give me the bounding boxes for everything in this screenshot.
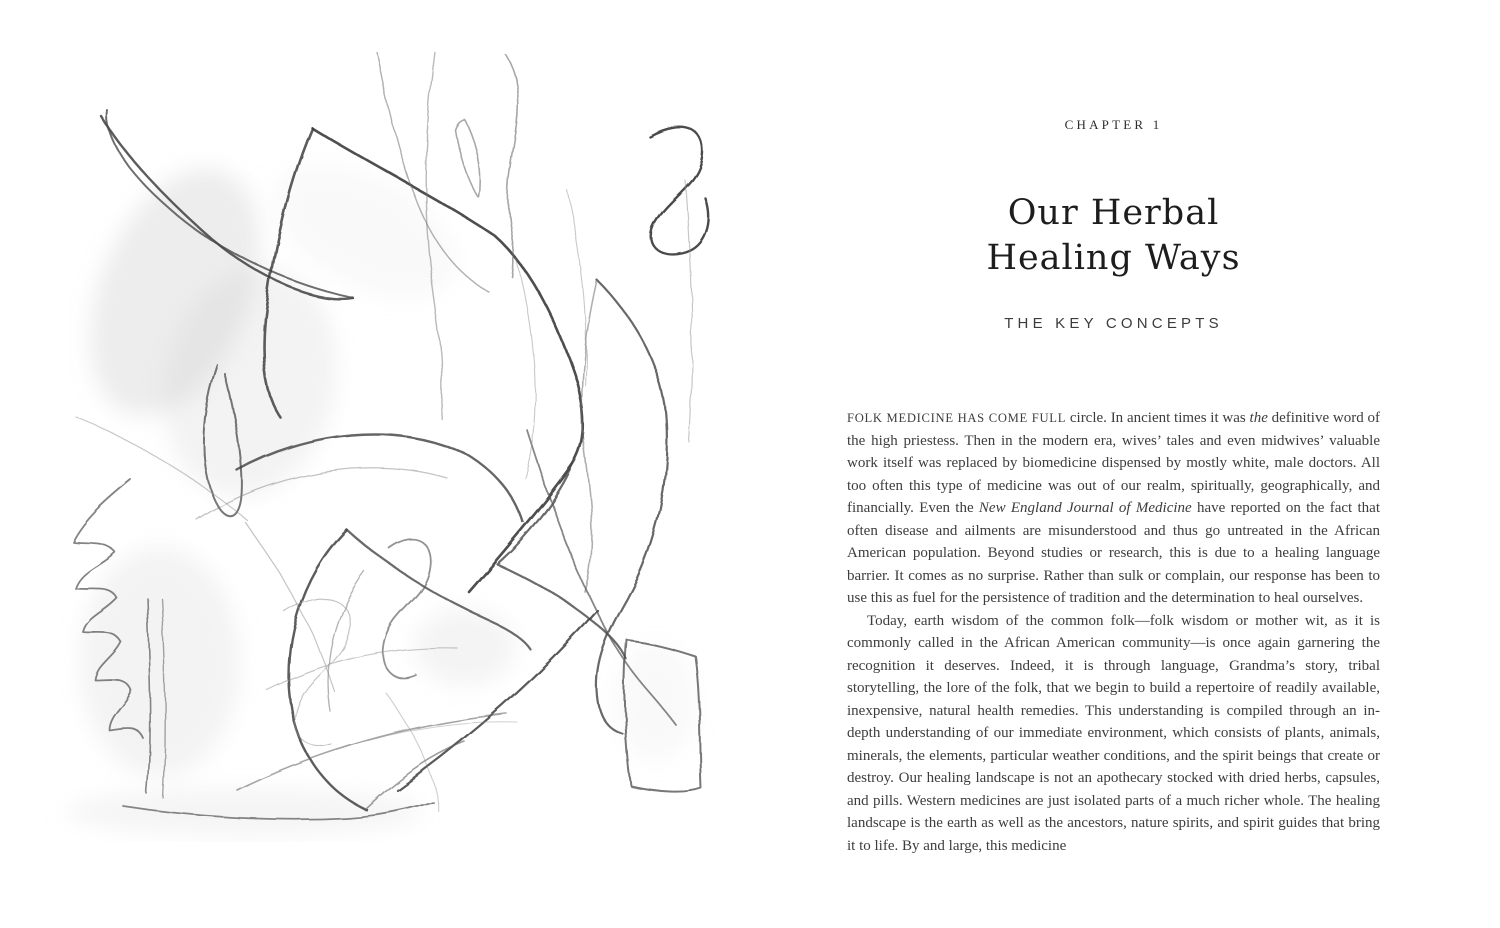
botanical-ink-illustration-svg	[35, 52, 725, 842]
text-segment-normal: definitive word of the high priestess. Then in the modern era, wives’ tales and even midwives’ valuable work itself was replaced by biomedicine dispensed by mostly white, male doctors. All too often this type of medicine was out of our realm, spiritually, geographically, and financially. Even the	[847, 410, 1380, 516]
botanical-ink-illustration	[35, 52, 725, 842]
chapter-label: CHAPTER 1	[1064, 117, 1163, 132]
text-segment-smallcaps: FOLK MEDICINE HAS COME FULL	[847, 411, 1067, 425]
paragraph	[847, 407, 1380, 610]
chapter-title-line-1: Our Herbal	[1007, 193, 1220, 233]
paragraph	[847, 610, 1380, 858]
text-segment-normal: Today, earth wisdom of the common folk—folk wisdom or mother wit, as it is commonly called in the African American community—is once again garnering the recognition it deserves. Indeed, it is through language, Grandma’s story, tribal storytelling, the lore of the folk, that we begin to build a repertoire of readily available, inexpensive, natural health remedies. This understanding is compiled through an in-depth understanding of our immediate environment, which consists of plants, animals, minerals, the elements, particular weather conditions, and the spirit beings that create or destroy. Our healing landscape is not an apothecary stocked with dried herbs, capsules, and pills. Western medicines are just isolated parts of a much richer whole. The healing landscape is the earth as well as the ancestors, nature spirits, and spirit guides that bring it to life. By and large, this medicine	[847, 612, 1380, 854]
text-segment-italic: the	[1249, 410, 1268, 426]
text-segment-italic: New England Journal of Medicine	[978, 500, 1192, 516]
text-segment-normal: circle. In ancient times it was	[1066, 410, 1250, 426]
body-text	[847, 407, 1380, 857]
text-segment-normal: have reported on the fact that often disease and ailments are misunderstood and thus go untreated in the African American population. Beyond studies or research, this is due to a healing language barrier. It comes as no surprise. Rather than sulk or complain, our response has been to use this as fuel for the persistence of tradition and the determination to heal ourselves.	[847, 500, 1380, 606]
chapter-subtitle: THE KEY CONCEPTS	[1004, 315, 1223, 332]
watercolor-washes	[57, 136, 697, 836]
chapter-title	[847, 191, 1380, 281]
chapter-page	[847, 0, 1380, 857]
chapter-title-line-2: Healing Ways	[986, 238, 1241, 278]
